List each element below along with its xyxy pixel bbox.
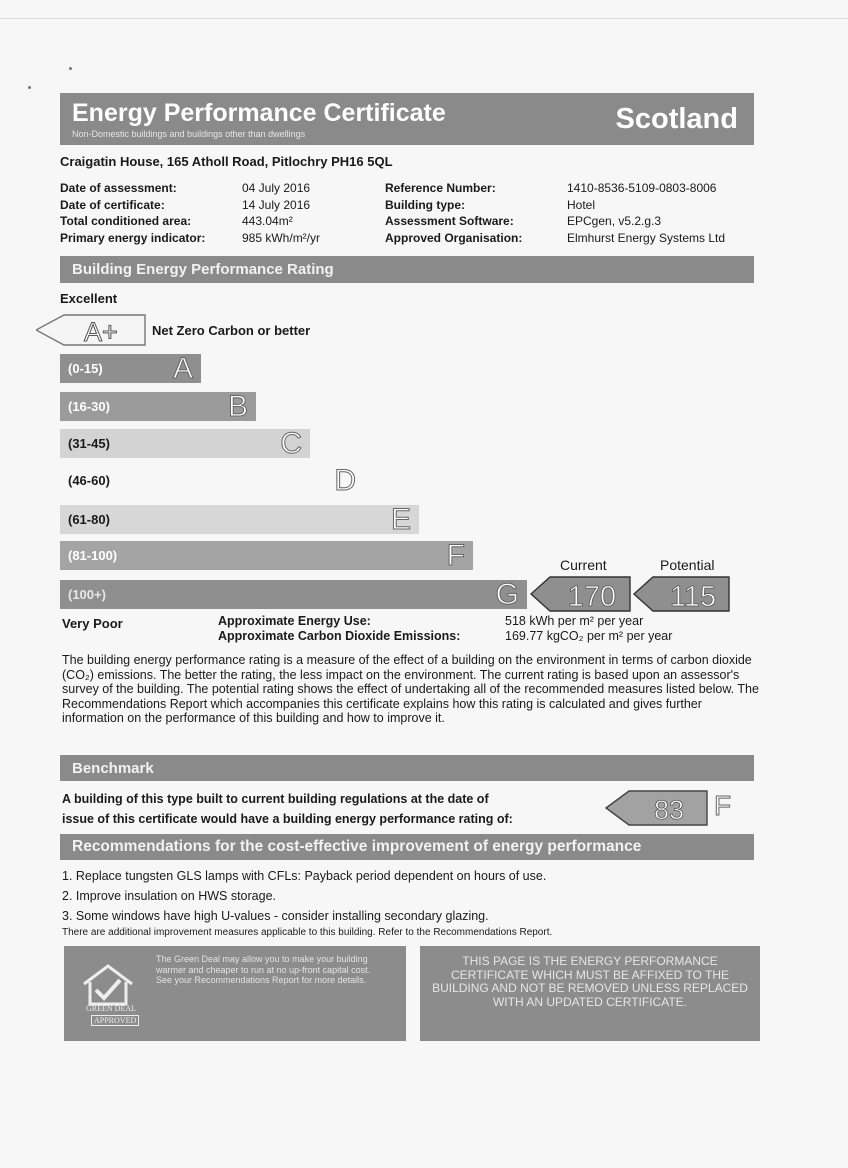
band-g <box>60 580 527 609</box>
scan-dot <box>69 67 72 70</box>
details-left-labels <box>60 180 205 246</box>
recommendation-item: 3. Some windows have high U-values - consider installing secondary glazing. <box>62 909 489 923</box>
detail-value: 443.04m² <box>242 214 293 228</box>
scan-dot <box>28 86 31 89</box>
detail-value: 04 July 2016 <box>242 181 311 195</box>
band-range: (16-30) <box>68 399 110 414</box>
benchmark-header <box>60 755 754 781</box>
band-d <box>60 466 364 495</box>
page-title: Energy Performance Certificate <box>72 99 446 127</box>
current-rating-arrow <box>530 576 632 612</box>
page-subtitle: Non-Domestic buildings and buildings other than dwellings <box>72 129 306 139</box>
rating-section-title: Building Energy Performance Rating <box>72 261 334 278</box>
potential-label: Potential <box>660 557 715 573</box>
benchmark-title: Benchmark <box>72 760 154 777</box>
building-address: Craigatin House, 165 Atholl Road, Pitlochry PH16 5QL <box>60 154 393 169</box>
detail-value: 1410-8536-5109-0803-8006 <box>567 181 717 195</box>
co2-value: 169.77 kgCO₂ per m² per year <box>505 629 673 643</box>
detail-label: Approved Organisation: <box>385 230 523 245</box>
benchmark-text <box>62 789 513 829</box>
band-range: (0-15) <box>68 361 103 376</box>
recommendations-header <box>60 834 754 860</box>
detail-label: Date of assessment: <box>60 181 177 195</box>
current-label: Current <box>560 557 607 573</box>
title-bar <box>60 93 754 145</box>
band-letter: E <box>390 503 411 536</box>
band-range: (31-45) <box>68 436 110 451</box>
band-c <box>60 429 310 458</box>
scan-top-line <box>0 18 848 19</box>
detail-value: 14 July 2016 <box>242 197 311 212</box>
green-deal-logo-text: GREEN DEAL <box>86 1004 136 1013</box>
band-range: (100+) <box>68 587 106 602</box>
aplus-letter: A+ <box>84 317 118 346</box>
recommendations-note: There are additional improvement measures applicable to this building. Refer to the Recommendations Report. <box>62 927 553 938</box>
band-range: (81-100) <box>68 548 118 563</box>
recommendations-title: Recommendations for the cost-effective improvement of energy performance <box>72 838 642 855</box>
detail-label: Total conditioned area: <box>60 214 192 228</box>
aplus-description: Net Zero Carbon or better <box>152 323 311 338</box>
potential-rating-arrow <box>633 576 731 612</box>
band-f <box>60 541 473 570</box>
details-left-values <box>242 180 320 246</box>
detail-label: Building type: <box>385 197 465 212</box>
detail-value: EPCgen, v5.2.g.3 <box>567 214 662 228</box>
benchmark-value: 83 <box>653 795 685 825</box>
band-letter: F <box>446 539 465 572</box>
notice-box <box>420 946 760 1041</box>
band-letter: B <box>227 390 248 423</box>
detail-label: Assessment Software: <box>385 214 514 228</box>
energy-use-label: Approximate Energy Use: <box>218 614 371 628</box>
green-deal-logo-badge: APPROVED <box>91 1015 139 1026</box>
aplus-arrow <box>36 314 146 346</box>
co2-label: Approximate Carbon Dioxide Emissions: <box>218 629 461 643</box>
rating-description: The building energy performance rating is a measure of the effect of a building on the environment in terms of carbon dioxide (CO₂) emissions. The better the rating, the less impact on the environment. The current rating is based upon an assessor's survey of the building. The potential rating shows the effect of undertaking all of the recommended measures listed below. The Recommendations Report which accompanies this certificate explains how this rating is calculated and gives further information on the performance of this building and how to improve it. <box>62 653 759 725</box>
details-right-values <box>567 180 725 246</box>
potential-rating-value: 115 <box>669 581 717 612</box>
benchmark-text-line: A building of this type built to current building regulations at the date of <box>62 792 489 806</box>
benchmark-text-line: issue of this certificate would have a building energy performance rating of: <box>62 812 513 826</box>
excellent-label: Excellent <box>60 291 118 306</box>
emissions-labels <box>218 614 460 644</box>
emissions-values <box>505 614 672 644</box>
notice-text: THIS PAGE IS THE ENERGY PERFORMANCE CERTIFICATE WHICH MUST BE AFFIXED TO THE BUILDING AND NOT BE REMOVED UNLESS REPLACED WITH AN UPDATED CERTIFICATE. <box>432 954 748 1009</box>
detail-value: Hotel <box>567 197 596 212</box>
region-label: Scotland <box>615 103 738 135</box>
rating-section-header <box>60 256 754 283</box>
band-letter: G <box>495 578 519 611</box>
detail-label: Primary energy indicator: <box>60 230 206 245</box>
recommendations-list <box>62 866 552 940</box>
green-deal-house-icon <box>78 962 138 1008</box>
band-letter: D <box>334 464 356 497</box>
band-letter: A <box>172 352 193 385</box>
green-deal-box <box>64 946 406 1041</box>
detail-value: 985 kWh/m²/yr <box>242 230 321 245</box>
detail-label: Date of certificate: <box>60 197 165 212</box>
current-rating-value: 170 <box>567 581 617 612</box>
detail-value: Elmhurst Energy Systems Ltd <box>567 230 726 245</box>
benchmark-arrow <box>605 790 709 826</box>
band-letter: C <box>280 427 302 460</box>
band-e <box>60 505 419 534</box>
benchmark-letter: F <box>714 790 732 821</box>
recommendation-item: 1. Replace tungsten GLS lamps with CFLs: Payback period dependent on hours of use. <box>62 869 547 883</box>
band-range: (46-60) <box>68 473 110 488</box>
details-right-labels <box>385 180 522 246</box>
band-b <box>60 392 256 421</box>
very-poor-label: Very Poor <box>62 616 123 631</box>
energy-use-value: 518 kWh per m² per year <box>505 614 644 628</box>
recommendation-item: 2. Improve insulation on HWS storage. <box>62 889 276 903</box>
green-deal-text: The Green Deal may allow you to make your building warmer and cheaper to run at no up-front capital cost. See your Recommendations Report for more details. <box>156 954 371 985</box>
detail-label: Reference Number: <box>385 181 496 195</box>
band-a <box>60 354 201 383</box>
band-range: (61-80) <box>68 512 110 527</box>
